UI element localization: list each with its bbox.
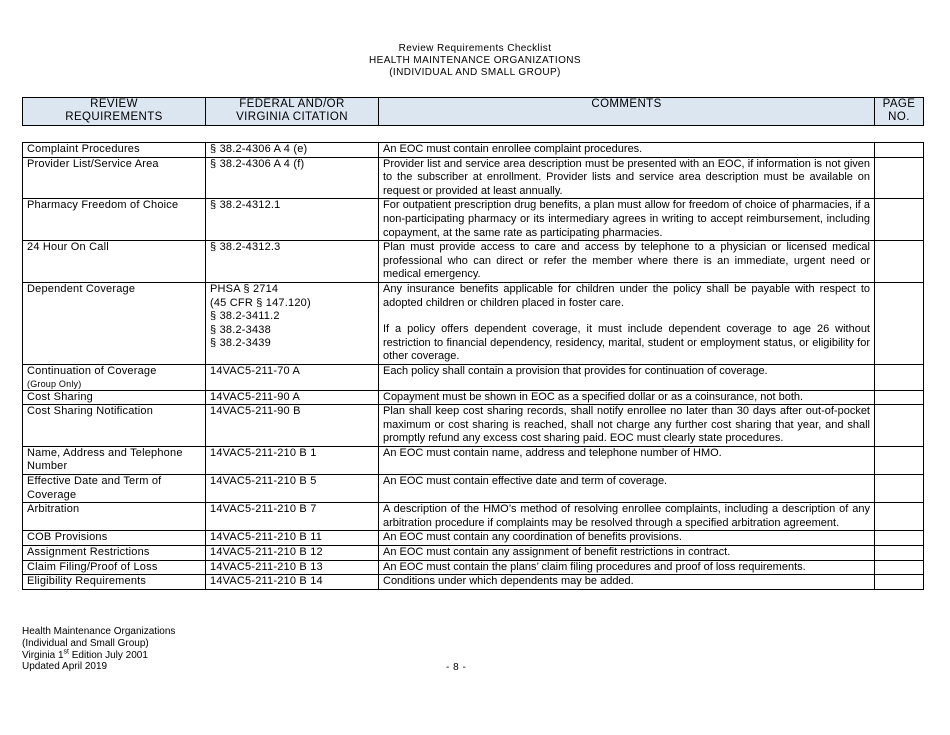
title-line-2: HEALTH MAINTENANCE ORGANIZATIONS (369, 55, 581, 66)
requirement-cell: Pharmacy Freedom of Choice (23, 199, 206, 241)
comment-cell: An EOC must contain any assignment of benefit restrictions in contract. (379, 546, 875, 561)
comment-cell: Plan shall keep cost sharing records, shall notify enrollee no later than 30 days after out-of-pocket maximum or cost sharing is reached, shall not charge any further cost sharing that year, and shall promptly refund any excess cost sharing paid. EOC must clearly state procedures. (379, 405, 875, 447)
page-no-cell[interactable] (875, 446, 924, 474)
table-row (23, 503, 924, 531)
header-citation: FEDERAL AND/OR VIRGINIA CITATION (206, 98, 379, 126)
footer-line-1: Health Maintenance Organizations (22, 626, 176, 637)
comment-cell: An EOC must contain name, address and telephone number of HMO. (379, 446, 875, 474)
table-row (23, 446, 924, 474)
citation-cell: 14VAC5-211-210 B 13 (206, 560, 379, 575)
table-row (23, 143, 924, 158)
page-no-cell[interactable] (875, 199, 924, 241)
citation-cell: 14VAC5-211-210 B 11 (206, 531, 379, 546)
header-review-requirements: REVIEW REQUIREMENTS (23, 98, 206, 126)
table-row (23, 282, 924, 364)
table-row (23, 390, 924, 405)
citation-cell: § 38.2-4306 A 4 (e) (206, 143, 379, 158)
page-no-cell[interactable] (875, 475, 924, 503)
table-row (23, 546, 924, 561)
comment-cell: An EOC must contain any coordination of benefits provisions. (379, 531, 875, 546)
header-comments: COMMENTS (379, 98, 875, 126)
comment-cell: An EOC must contain enrollee complaint procedures. (379, 143, 875, 158)
comment-cell: Copayment must be shown in EOC as a specified dollar or as a coinsurance, not both. (379, 390, 875, 405)
page-no-cell[interactable] (875, 364, 924, 390)
requirement-cell: Cost Sharing (23, 390, 206, 405)
footer-line-4: Updated April 2019 (22, 661, 108, 673)
citation-cell: 14VAC5-211-210 B 12 (206, 546, 379, 561)
table-row (23, 364, 924, 390)
table-row (23, 241, 924, 283)
title-line-3: (INDIVIDUAL AND SMALL GROUP) (389, 67, 561, 78)
citation-cell: 14VAC5-211-90 B (206, 405, 379, 447)
page-no-cell[interactable] (875, 143, 924, 158)
table-row (23, 475, 924, 503)
requirement-cell: Complaint Procedures (23, 143, 206, 158)
comment-cell: Plan must provide access to care and access by telephone to a physician or licensed medical professional who can direct or refer the member where there is an immediate, urgent need or medical emergency. (379, 241, 875, 283)
requirement-cell: Continuation of Coverage (Group Only) (23, 364, 206, 390)
citation-cell: 14VAC5-211-210 B 7 (206, 503, 379, 531)
page-no-cell[interactable] (875, 405, 924, 447)
document-title (0, 43, 950, 79)
table-row (23, 531, 924, 546)
requirement-cell: Eligibility Requirements (23, 575, 206, 590)
requirement-cell: Claim Filing/Proof of Loss (23, 560, 206, 575)
page-no-cell[interactable] (875, 575, 924, 590)
requirement-cell: 24 Hour On Call (23, 241, 206, 283)
requirement-cell: Provider List/Service Area (23, 157, 206, 199)
page-number: - 8 - (446, 662, 467, 673)
requirement-cell: Dependent Coverage (23, 282, 206, 364)
citation-cell: § 38.2-4306 A 4 (f) (206, 157, 379, 199)
page-no-cell[interactable] (875, 241, 924, 283)
requirement-cell: Cost Sharing Notification (23, 405, 206, 447)
citation-cell: § 38.2-4312.1 (206, 199, 379, 241)
citation-cell: 14VAC5-211-210 B 5 (206, 475, 379, 503)
comment-cell: For outpatient prescription drug benefits, a plan must allow for freedom of choice of pharmacies, if a non-participating pharmacy or its intermediary agrees in writing to accept reimbursement, including copayment, at the same rate as participating pharmacies. (379, 199, 875, 241)
requirement-cell: Effective Date and Term of Coverage (23, 475, 206, 503)
comment-cell: Each policy shall contain a provision that provides for continuation of coverage. (379, 364, 875, 390)
footer-line-3: Virginia 1st Edition July 2001 (22, 648, 148, 661)
comment-cell: Any insurance benefits applicable for children under the policy shall be payable with respect to adopted children or children placed in foster care. If a policy offers dependent coverage, it must include dependent coverage to age 26 without restriction to financial dependency, residency, marital, student or employment status, or eligibility for other coverage. (379, 282, 875, 364)
requirements-table (22, 142, 924, 590)
page-no-cell[interactable] (875, 157, 924, 199)
comment-cell: Provider list and service area description must be presented with an EOC, if information is not given to the subscriber at enrollment. Provider lists and service area description must be available on request or provided at least annually. (379, 157, 875, 199)
comment-cell: An EOC must contain the plans’ claim filing procedures and proof of loss requirements. (379, 560, 875, 575)
requirement-cell: Assignment Restrictions (23, 546, 206, 561)
page-no-cell[interactable] (875, 390, 924, 405)
citation-cell: 14VAC5-211-210 B 1 (206, 446, 379, 474)
comment-cell: A description of the HMO’s method of resolving enrollee complaints, including a description of any arbitration procedure if complaints may be resolved through a specified arbitration agreement. (379, 503, 875, 531)
document-footer (22, 626, 175, 673)
footer-line-2: (Individual and Small Group) (22, 637, 149, 649)
requirement-cell: COB Provisions (23, 531, 206, 546)
requirement-cell: Arbitration (23, 503, 206, 531)
column-header-table (22, 97, 924, 126)
title-line-1: Review Requirements Checklist (398, 43, 552, 54)
table-row (23, 405, 924, 447)
comment-cell: An EOC must contain effective date and term of coverage. (379, 475, 875, 503)
page-no-cell[interactable] (875, 560, 924, 575)
citation-cell: 14VAC5-211-210 B 14 (206, 575, 379, 590)
table-row (23, 157, 924, 199)
table-row (23, 560, 924, 575)
table-row (23, 199, 924, 241)
citation-cell: 14VAC5-211-90 A (206, 390, 379, 405)
page-no-cell[interactable] (875, 282, 924, 364)
requirement-note: (Group Only) (27, 378, 82, 389)
page-no-cell[interactable] (875, 503, 924, 531)
citation-cell: § 38.2-4312.3 (206, 241, 379, 283)
table-row (23, 575, 924, 590)
page-no-cell[interactable] (875, 531, 924, 546)
citation-cell: PHSA § 2714 (45 CFR § 147.120) § 38.2-3411.2 § 38.2-3438 § 38.2-3439 (206, 282, 379, 364)
citation-cell: 14VAC5-211-70 A (206, 364, 379, 390)
page-no-cell[interactable] (875, 546, 924, 561)
comment-cell: Conditions under which dependents may be added. (379, 575, 875, 590)
requirement-cell: Name, Address and Telephone Number (23, 446, 206, 474)
header-page-no: PAGE NO. (875, 98, 924, 126)
